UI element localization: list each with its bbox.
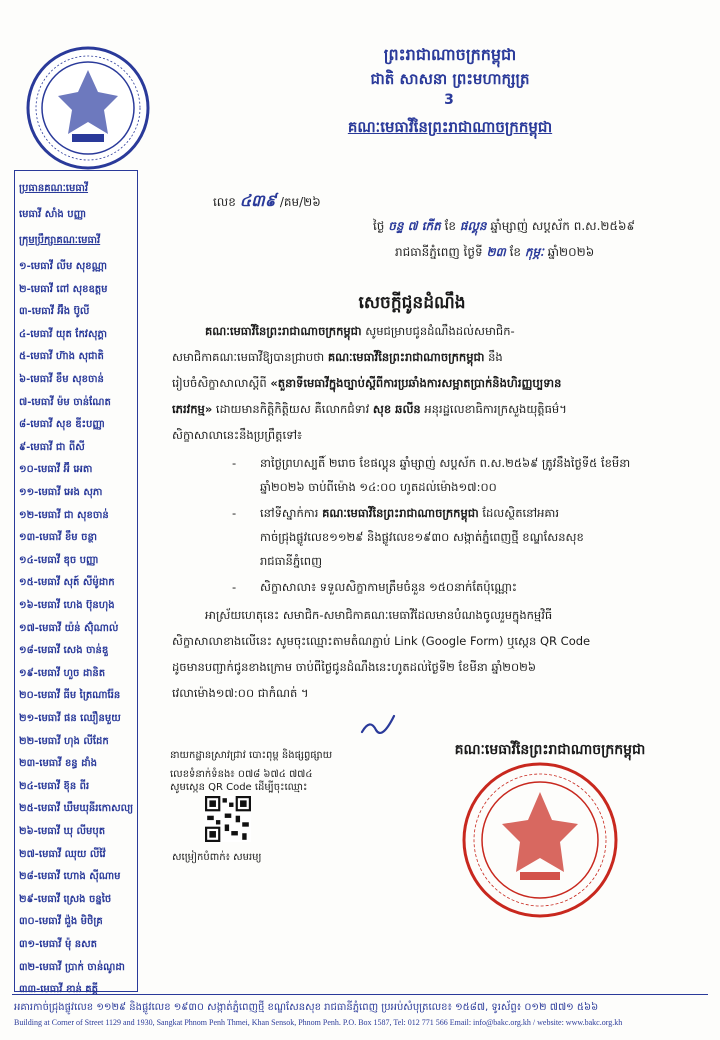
workshop-topic-end: ភេរវកម្ម»: [172, 402, 213, 416]
document-title: សេចក្ដីជូនដំណឹង: [358, 293, 466, 313]
sidebar-member-item: ១១-មេធាវី អេង សុភា: [19, 487, 103, 498]
sidebar-member-item: ២២-មេធាវី ហុង លីដែក: [19, 735, 109, 747]
president-title: ប្រធានគណៈមេធាវី: [19, 183, 89, 194]
qr-code-icon[interactable]: [205, 796, 251, 842]
sidebar-member-item: ៣០-មេធាវី ជ៉ួង មិថិគ្រ: [19, 916, 103, 928]
closing-line-4: វេលាម៉ោង១៧:០០ ជាកំណត់ ។: [172, 686, 309, 700]
sidebar-member-item: ៨-មេធាវី សុខ ឌីះបញ្ញា: [19, 419, 105, 431]
body-line-2-start: សមាជិកាគណៈមេធាវីឱ្យបានជ្រាបថា: [172, 350, 328, 364]
contact-phone: លេខទំនាក់ទំនង៖ ០៧៨ ៦៧៤ ៧៧៤: [170, 769, 313, 780]
place-day-value: ២៣: [486, 245, 506, 259]
bullet-dash-3: -: [232, 580, 237, 594]
signature-organization: គណៈមេធាវីនៃព្រះរាជាណាចក្រកម្ពុជា: [454, 742, 646, 758]
closing-line-3: ដូចមានបញ្ជាក់ជូនខាងក្រោម ចាប់ពីថ្ងៃជូនដំណឹងនេះហូតដល់ថ្ងៃទី២ ខែមីនា ឆ្នាំ២០២៦: [172, 660, 536, 674]
president-name: មេធាវី សាំង បញ្ញា: [19, 209, 87, 220]
sidebar-member-item: ២៤-មេធាវី ខ៊ុន ពីរ: [19, 780, 90, 792]
sidebar-member-item: ១២-មេធាវី ជា សុខចាន់: [19, 509, 109, 521]
qr-label: សូមស្កេន QR Code ដើម្បីចុះឈ្មោះ: [170, 782, 308, 793]
lunar-day-label: ថ្ងៃ: [373, 219, 385, 233]
contact-block: [170, 748, 370, 782]
body-org-name-1: គណៈមេធាវីនៃព្រះរាជាណាចក្រកម្ពុជា: [205, 324, 362, 338]
council-title: ក្រុមប្រឹក្សាគណៈមេធាវី: [19, 235, 101, 246]
sidebar-member-item: ៣១-មេធាវី ម៉ុ នសត: [19, 939, 98, 950]
sidebar-member-item: ២៨-មេធាវី ហោង ស៊ីណាម: [19, 871, 121, 883]
sidebar-member-item: ២៩-មេធាវី ស្រេង ចន្នថៃ: [19, 893, 112, 905]
sidebar-member-item: ៣-មេធាវី អ៊ឹង ប៊ូលី: [19, 306, 90, 318]
sidebar-member-item: ១៦-មេធាវី ហេង ប៊ុនហុង: [19, 600, 115, 611]
official-red-stamp: [460, 760, 620, 920]
bullet-2-end: ដែលស្ថិតនៅអគារ: [478, 506, 560, 520]
sidebar-member-item: ១០-មេធាវី អ៊ី អេតា: [19, 464, 93, 476]
place-date-prefix: រាជធានីភ្នំពេញ ថ្ងៃទី: [395, 245, 483, 259]
bullet-1-line-b: ឆ្នាំ២០២៦ ចាប់ពីម៉ោង ១៤:០០ ហូតដល់ម៉ោង១៧:០០: [260, 480, 497, 494]
bullet-2-line-a: [260, 506, 559, 523]
place-month-label: ខែ: [509, 245, 522, 259]
header-ornament: 3: [444, 92, 456, 108]
body-line-1: [205, 324, 515, 341]
bullet-1-line-a: នាថ្ងៃព្រហស្បតិ៍ ២រោច ខែផល្គុន ឆ្នាំម្សាញ់ សប្តស័ក ព.ស.២៥៦៩ ត្រូវនឹងថ្ងៃទី៥ ខែមីនា: [260, 456, 631, 470]
closing-line-1: អាស្រ័យហេតុនេះ សមាជិក-សមាជិកាគណៈមេធាវីដែលមានបំណងចូលរួមក្នុងកម្មវិធី: [205, 608, 553, 622]
sidebar-member-item: ១៥-មេធាវី សុត៍ សីម៉ូដាក: [19, 577, 115, 589]
place-date: [395, 244, 594, 262]
closing-line-2: សិក្ខាសាលាខាងលើនេះ សូមចុះឈ្មោះតាមតំណភ្ជាប់ Link (Google Form) ឬស្កេន QR Code: [172, 634, 591, 648]
sidebar-member-item: ២៧-មេធាវី ឈុយ លីវ៉ៃ: [19, 848, 106, 860]
sidebar-member-item: ១៨-មេធាវី សេង ចាន់ឌួ: [19, 645, 109, 657]
body-line-1-rest: សូមជម្រាបជូនដំណឹងដល់សមាជិក-: [361, 324, 515, 338]
sidebar-member-item: ២-មេធាវី ពៅ សុខឧត្តម: [19, 283, 108, 295]
handwritten-initial-mark: [358, 710, 398, 740]
sidebar-member-item: ១៩-មេធាវី ហួច ដានិត: [19, 667, 106, 679]
sidebar-member-item: ៥-មេធាវី ហ៊ាង សុជាតិ: [19, 351, 104, 363]
bullet-dash-2: -: [232, 506, 237, 520]
sidebar-member-item: ៩-មេធាវី ជា ពីសី: [19, 441, 85, 453]
place-month-value: កុម្ភៈ: [524, 245, 544, 259]
bullet-2-start: នៅទីស្នាក់ការ: [260, 506, 323, 520]
lunar-month-value: ផល្គុន: [459, 219, 487, 233]
sidebar-member-item: ២៣-មេធាវី ខន្ធ ដាំង: [19, 758, 98, 770]
bullet-dash-1: -: [232, 456, 237, 470]
kingdom-heading: ព្រះរាជាណាចក្រកម្ពុជា: [383, 45, 517, 64]
body-line-5: សិក្ខាសាលានេះនឹងប្រព្រឹត្តទៅ៖: [172, 428, 303, 442]
board-member-sidebar: [14, 170, 138, 996]
organization-heading: គណៈមេធាវីនៃព្រះរាជាណាចក្រកម្ពុជា: [347, 118, 553, 136]
sidebar-member-item: ១-មេធាវី លីម សុខណ្ណា: [19, 261, 108, 272]
bullet-2-line-c: រាជធានីភ្នំពេញ: [260, 554, 323, 568]
body-line-4-end: អនុរដ្ឋលេខាធិការក្រសួងយុត្តិធម៌។: [420, 402, 567, 416]
sidebar-member-item: ៣៣-មេធាវី ខាន់ គត្ដី: [19, 984, 98, 996]
dress-code-note: សម្រៀកបំពាក់៖ សមរម្យ: [172, 852, 262, 863]
bar-association-seal-logo: [26, 46, 150, 170]
footer-divider: [12, 994, 708, 995]
sidebar-member-item: ៣២-មេធាវី ប្រាក់ ចាន់ណូដា: [19, 961, 125, 973]
reference-number-suffix: /គម/២៦: [279, 195, 321, 209]
reference-number-value: ៤៣៩: [239, 191, 277, 210]
body-line-3: [172, 376, 561, 393]
bullet-2-org-name: គណៈមេធាវីនៃព្រះរាជាណាចក្រកម្ពុជា: [322, 506, 479, 520]
workshop-topic: «តួនាទីមេធាវីក្នុងច្បាប់ស្ដីពីការប្រឆាំងការសម្អាតប្រាក់និងហិរញ្ញប្បទាន: [270, 376, 562, 390]
sidebar-member-item: ២០-មេធាវី ធីម ត្រៃណារ៉ែន: [19, 690, 121, 702]
bullet-2-line-b: កាច់ជ្រុងផ្លូវលេខ១១២៩ និងផ្លូវលេខ១៩៣០ សង្កាត់ភ្នំពេញថ្មី ខណ្ឌសែនសុខ: [260, 530, 584, 544]
guest-name: សុខ ឆលីន: [372, 402, 421, 416]
sidebar-member-item: ៧-មេធាវី ម៉ម ចាន់ណែត: [19, 396, 111, 408]
body-line-2: [172, 350, 503, 367]
reference-number: [213, 190, 321, 214]
bullet-3: សិក្ខាសាលា៖ ទទួលសិក្ខាកាមត្រឹមចំនួន ១៥០នាក់តែប៉ុណ្ណោះ: [260, 580, 517, 594]
footer-address-english: Building at Corner of Street 1129 and 1930, Sangkat Phnom Penh Thmei, Khan Sensok, Phnom Penh. P.O. Box 1587, Tel: 012 771 566 Email: info@bakc.org.kh / website: www.bakc.org.kh: [14, 1018, 623, 1027]
place-year: ឆ្នាំ២០២៦: [547, 245, 595, 259]
reference-number-label: លេខ: [213, 195, 236, 209]
lunar-year: ឆ្នាំម្សាញ់ សប្តស័ក ព.ស.២៥៦៩: [490, 219, 635, 233]
sidebar-member-item: ១៤-មេធាវី ឌុច បញ្ញា: [19, 554, 99, 566]
sidebar-member-item: ២៥-មេធាវី ឃឹមឃុនីរកោសល្យ: [19, 803, 134, 815]
sidebar-member-item: ១៣-មេធាវី ខឹម ចន្ថា: [19, 532, 98, 544]
sidebar-member-item: ៦-មេធាវី ខឹម សុខចាន់: [19, 374, 104, 385]
lunar-day-value: ចន្ទ ៧ កើត: [388, 219, 441, 233]
lunar-month-label: ខែ: [444, 219, 457, 233]
sidebar-member-item: ២៦-មេធាវី ឃុ លីមបុត: [19, 826, 106, 837]
sidebar-member-item: ១៧-មេធាវី យ៉ន់ ស៊ុំណាល់: [19, 622, 119, 634]
body-line-3-start: រៀបចំសិក្ខាសាលាស្ដីពី: [172, 376, 271, 390]
body-line-4: [172, 402, 567, 419]
lunar-date: [373, 218, 635, 236]
footer-address-khmer: អគារកាច់ជ្រុងផ្លូវលេខ ១១២៩ និងផ្លូវលេខ ១៩៣០ សង្កាត់ភ្នំពេញថ្មី ខណ្ឌសែនសុខ រាជធានីភ្នំពេញ ប្រអប់សំបុត្រលេខ៖ ១៥៨៧, ទូរស័ព្ទ៖ ០១២ ៧៧១ ៥៦៦: [14, 1002, 599, 1013]
body-line-4-mid: ដោយមានកិត្តិកិត្តិយស គឺលោកជំទាវ: [212, 402, 373, 416]
national-motto: ជាតិ សាសនា ព្រះមហាក្សត្រ: [370, 70, 530, 88]
sidebar-member-item: ២១-មេធាវី ផន ឈឿនមួយ: [19, 713, 121, 724]
sidebar-member-item: ៤-មេធាវី យុត កែវសុភ្គា: [19, 328, 108, 340]
contact-department: នាយកដ្ឋានស្រាវជ្រាវ បោះពុម្ព និងផ្សព្វផ្សាយ: [170, 750, 333, 761]
body-org-name-2: គណៈមេធាវីនៃព្រះរាជាណាចក្រកម្ពុជា: [327, 350, 485, 364]
body-line-2-end: នឹង: [484, 350, 503, 364]
